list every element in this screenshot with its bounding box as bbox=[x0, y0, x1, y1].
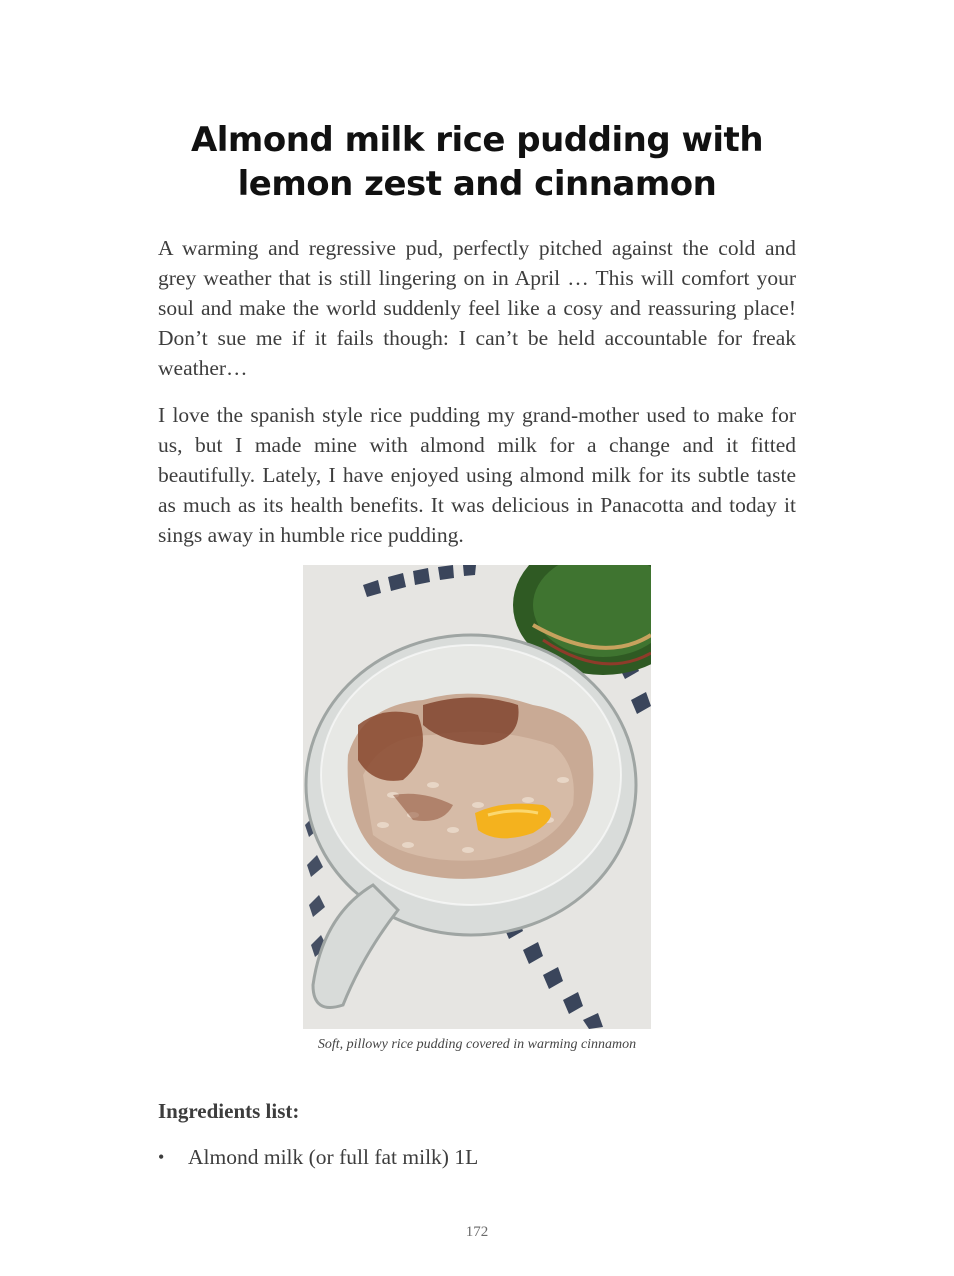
ingredients-heading: Ingredients list: bbox=[158, 1099, 300, 1123]
rice-pudding-photo bbox=[303, 565, 651, 1029]
ingredients-list bbox=[158, 1143, 796, 1171]
bullet-icon: • bbox=[158, 1147, 165, 1167]
story-paragraph: I love the spanish style rice pudding my grand-mother used to make for us, but I made mine with almond milk for a change and it fitted beautifully. Lately, I have enjoyed using almond milk for its subtle taste as much as its health benefits. It was delicious in Panacotta and today it sings away in humble rice pudding. bbox=[158, 403, 796, 547]
intro-paragraph: A warming and regressive pud, perfectly pitched against the cold and grey weather that is still lingering on in April … This will comfort your soul and make the world suddenly feel like a cosy and reassuring place! Don’t sue me if it fails though: I can’t be held accountable for freak weather… bbox=[158, 236, 796, 380]
list-item bbox=[158, 1143, 796, 1171]
recipe-title: Almond milk rice pudding with lemon zest and cinnamon bbox=[190, 120, 764, 204]
page-number: 172 bbox=[465, 1224, 489, 1240]
photo-caption: Soft, pillowy rice pudding covered in warming cinnamon bbox=[317, 1037, 637, 1052]
ingredient-text: Almond milk (or full fat milk) 1L bbox=[188, 1145, 479, 1169]
